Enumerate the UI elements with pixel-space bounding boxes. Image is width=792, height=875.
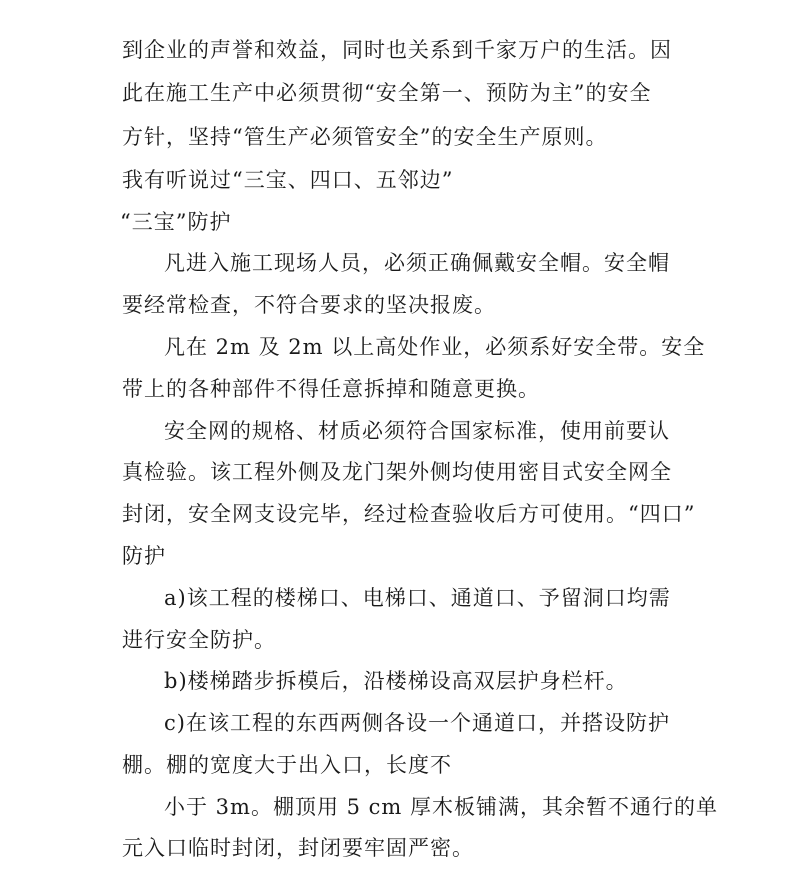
paragraph-line: 凡在 2m 及 2m 以上高处作业，必须系好安全带。安全 — [164, 335, 706, 359]
paragraph-line: 小于 3m。棚顶用 5 cm 厚木板铺满，其余暂不通行的单 — [164, 795, 719, 819]
list-item-line: 棚。棚的宽度大于出入口，长度不 — [122, 753, 452, 777]
paragraph-line: 我有听说过“三宝、四口、五邻边” — [122, 168, 454, 192]
list-item-line: a)该工程的楼梯口、电梯口、通道口、予留洞口均需 — [164, 586, 671, 610]
paragraph-line: 带上的各种部件不得任意拆掉和随意更换。 — [122, 377, 540, 401]
paragraph-line: 真检验。该工程外侧及龙门架外侧均使用密目式安全网全 — [122, 460, 672, 484]
list-item-line: 进行安全防护。 — [122, 628, 276, 652]
paragraph-line: 凡进入施工现场人员，必须正确佩戴安全帽。安全帽 — [164, 251, 670, 275]
paragraph-line: 方针，坚持“管生产必须管安全”的安全生产原则。 — [122, 125, 608, 149]
section-heading: 防护 — [122, 544, 166, 568]
paragraph-line: 元入口临时封闭，封闭要牢固严密。 — [122, 836, 474, 860]
paragraph-line: 要经常检查，不符合要求的坚决报废。 — [122, 293, 496, 317]
paragraph-line: 安全网的规格、材质必须符合国家标准，使用前要认 — [164, 419, 670, 443]
paragraph-line: 封闭，安全网支设完毕，经过检查验收后方可使用。“四口” — [122, 502, 696, 526]
list-item-line: b)楼梯踏步拆模后，沿楼梯设高双层护身栏杆。 — [164, 669, 628, 693]
paragraph-line: 此在施工生产中必须贯彻“安全第一、预防为主”的安全 — [122, 81, 652, 105]
list-item-line: c)在该工程的东西两侧各设一个通道口，并搭设防护 — [164, 711, 670, 735]
paragraph-line: 到企业的声誉和效益，同时也关系到千家万户的生活。因 — [122, 38, 672, 62]
section-heading: “三宝”防护 — [120, 210, 232, 234]
